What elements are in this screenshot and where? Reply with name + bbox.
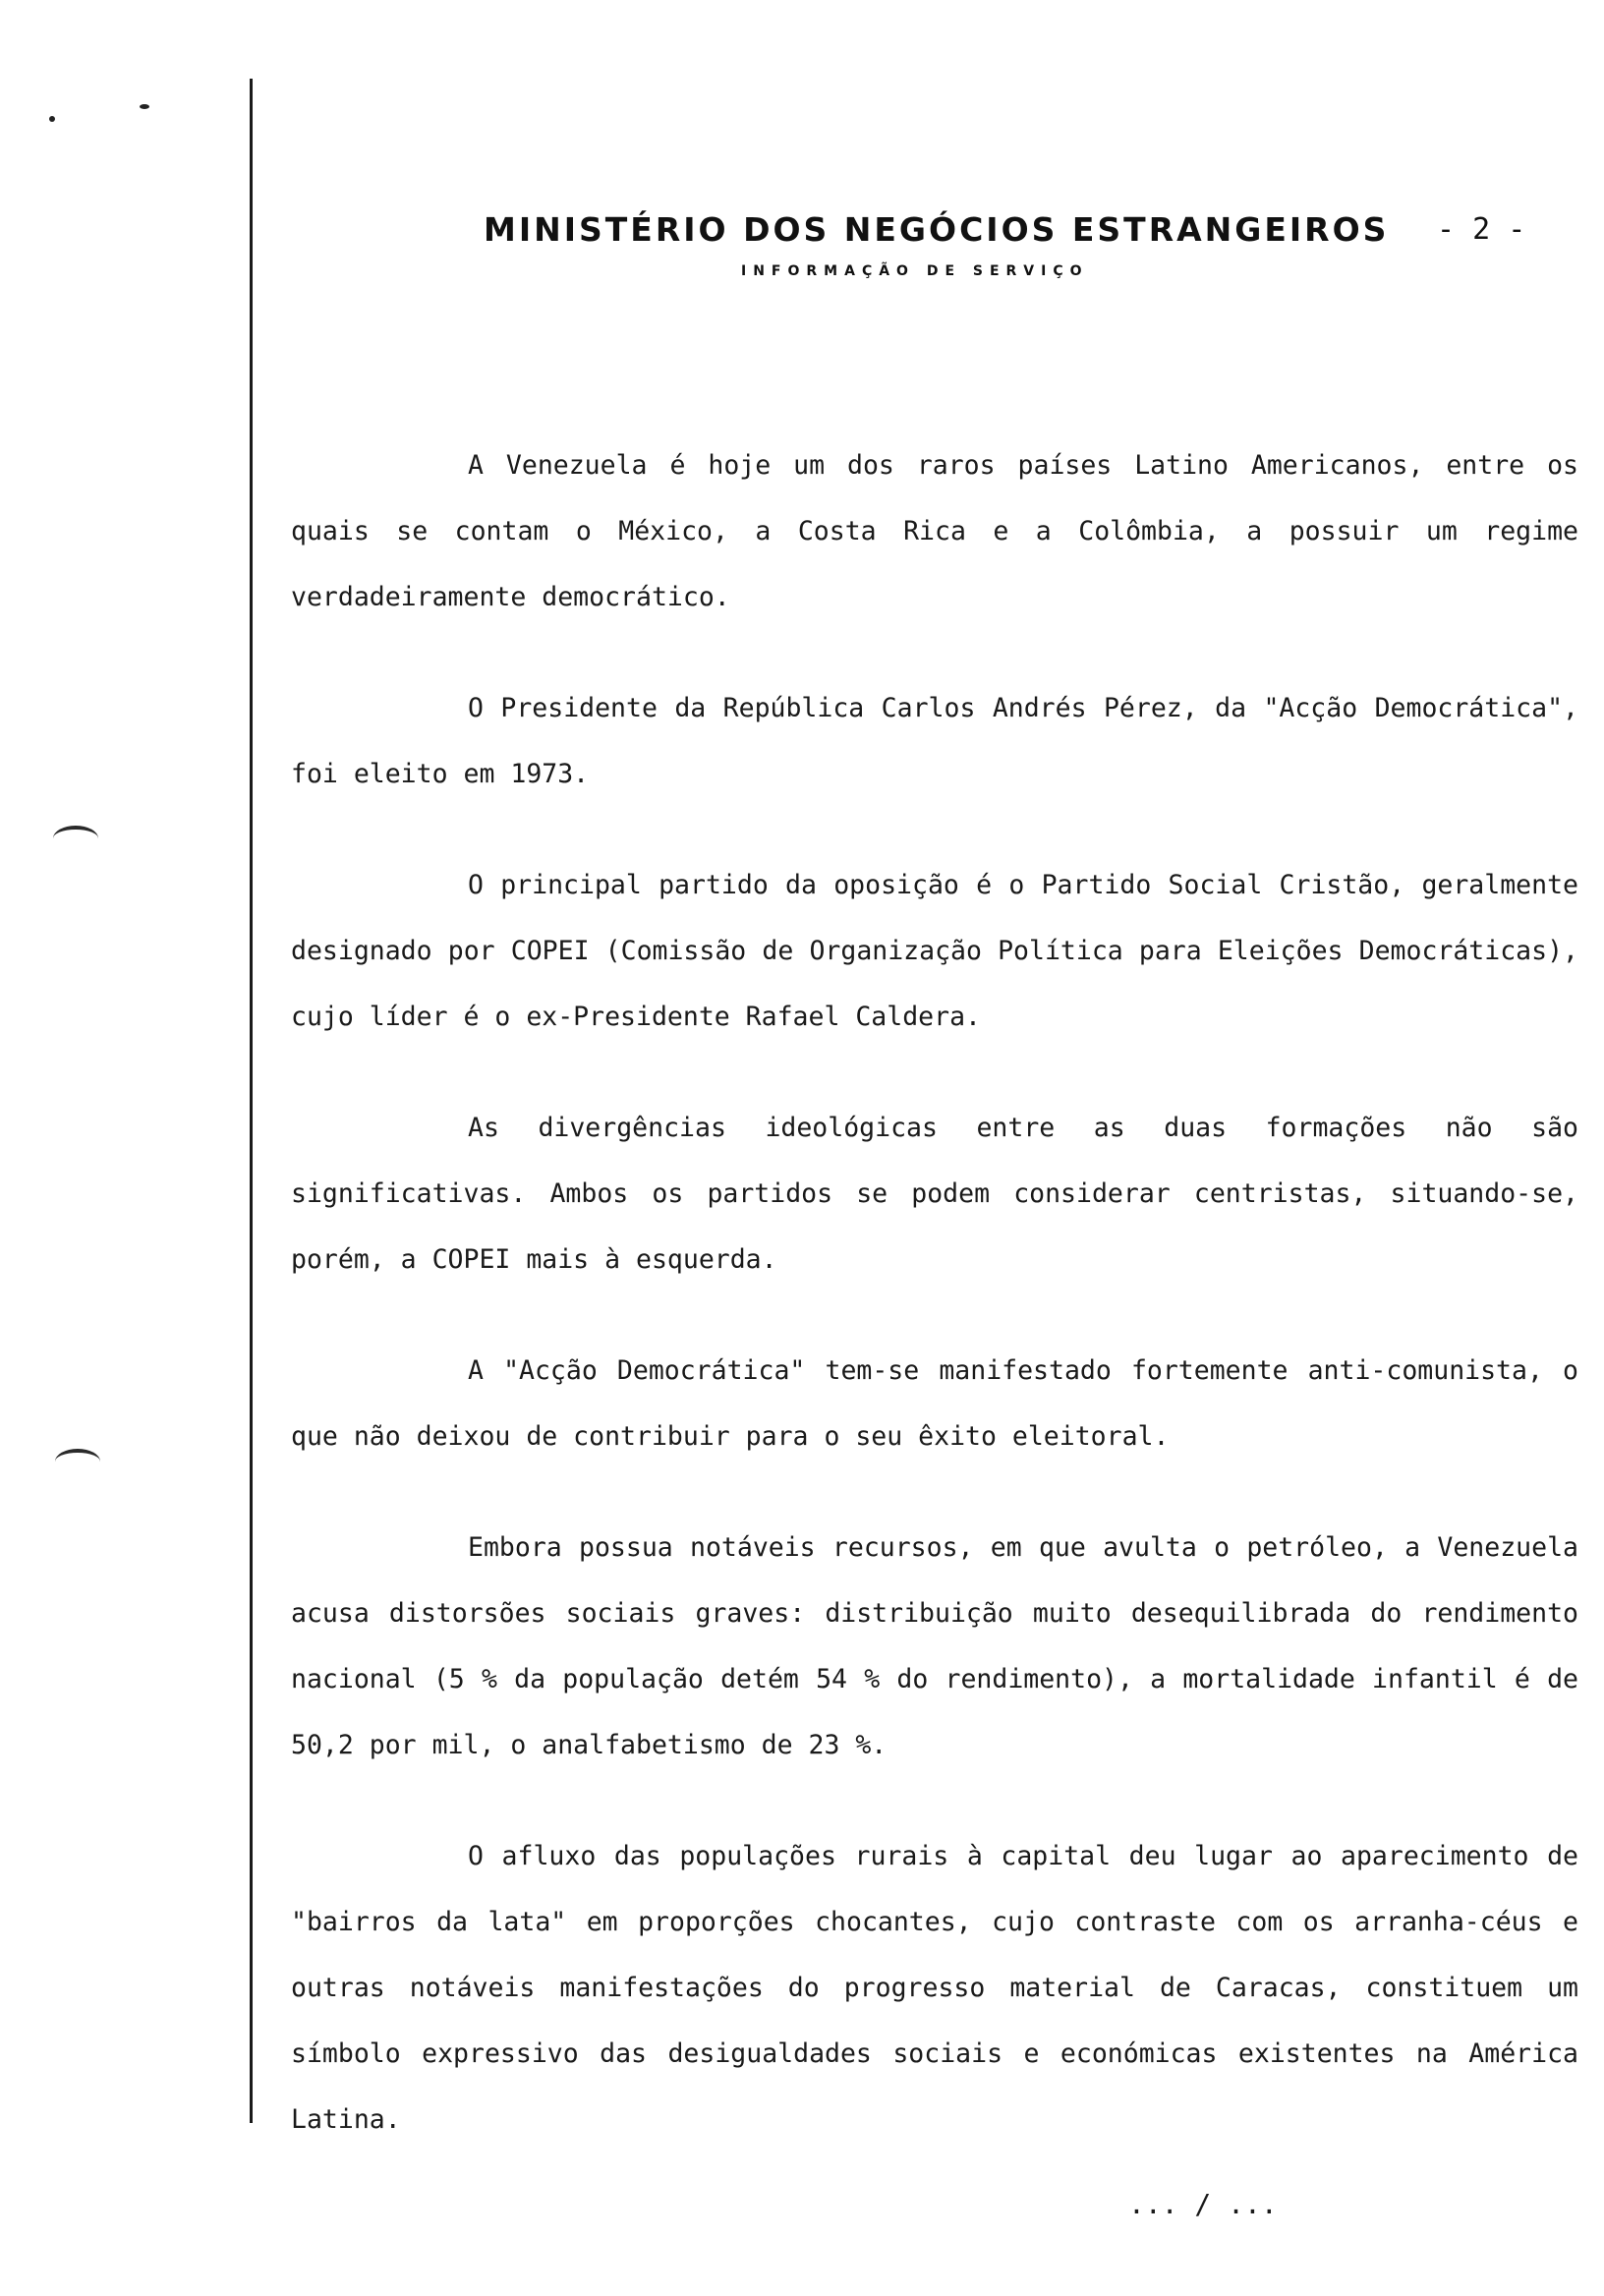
paragraph: O principal partido da oposição é o Partido Social Cristão, geralmente designado por COPEI (Comissão de Organização Política para Eleições Democráticas), cujo líder é o ex-Presidente Rafael Caldera. bbox=[291, 870, 1578, 1032]
paragraph: As divergências ideológicas entre as duas formações não são significativas. Ambos os partidos se podem considerar centristas, situando-se, porém, a COPEI mais à esquerda. bbox=[291, 1113, 1578, 1275]
ministry-header: MINISTÉRIO DOS NEGÓCIOS ESTRANGEIROS bbox=[484, 210, 1390, 249]
scan-speck bbox=[49, 116, 55, 122]
paragraph: A "Acção Democrática" tem-se manifestado fortemente anti-comunista, o que não deixou de contribuir para o seu êxito eleitoral. bbox=[291, 1355, 1578, 1452]
punch-hole-mark bbox=[53, 826, 98, 851]
scan-speck bbox=[140, 104, 149, 109]
continuation-mark: ... / ... bbox=[1128, 2188, 1278, 2220]
paragraph: Embora possua notáveis recursos, em que avulta o petróleo, a Venezuela acusa distorsões sociais graves: distribuição muito desequilibrada do rendimento nacional (5 % da população detém 54 % do rendimento), a mortalidade infantil é de 50,2 por mil, o analfabetismo de 23 %. bbox=[291, 1532, 1578, 1760]
paragraph: O Presidente da República Carlos Andrés Pérez, da "Acção Democrática", foi eleito em 1973. bbox=[291, 693, 1578, 789]
header-subtitle: INFORMAÇÃO DE SERVIÇO bbox=[741, 263, 1089, 279]
document-body bbox=[291, 432, 1578, 2198]
paragraph: A Venezuela é hoje um dos raros países Latino Americanos, entre os quais se contam o México, a Costa Rica e a Colômbia, a possuir um regime verdadeiramente democrático. bbox=[291, 450, 1578, 612]
margin-rule bbox=[250, 79, 253, 2123]
page-number: - 2 - bbox=[1437, 212, 1526, 247]
paragraph: O afluxo das populações rurais à capital deu lugar ao aparecimento de "bairros da lata" em proporções chocantes, cujo contraste com os arranha-céus e outras notáveis manifestações do progresso material de Caracas, constituem um símbolo expressivo das desigualdades sociais e económicas existentes na América Latina. bbox=[291, 1841, 1578, 2135]
punch-hole-mark bbox=[55, 1449, 100, 1474]
